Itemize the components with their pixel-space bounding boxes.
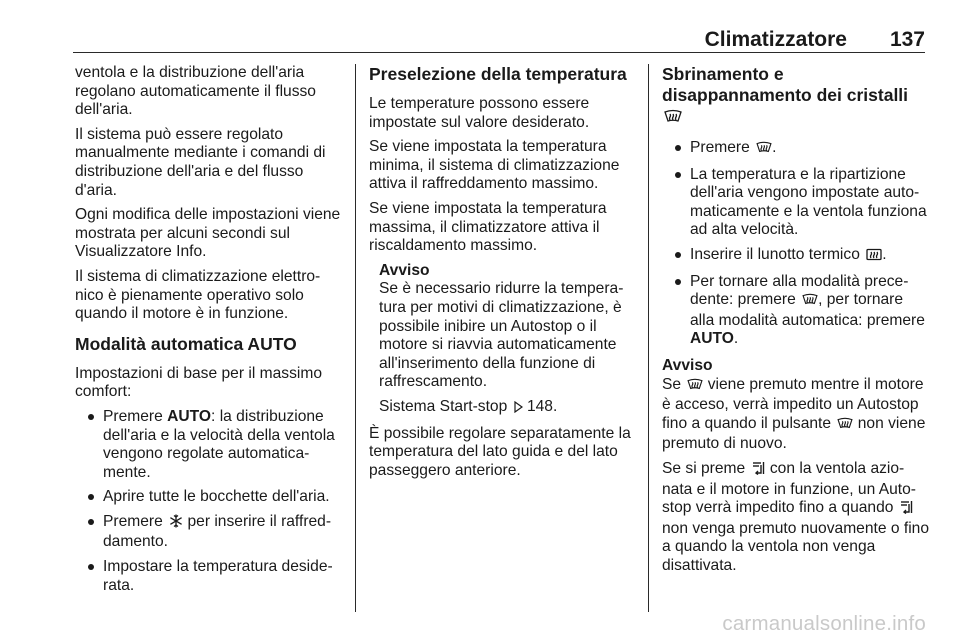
- note-box: [662, 357, 930, 576]
- list-item: Aprire tutte le bocchette dell'aria.: [75, 488, 347, 507]
- bullet-icon: [675, 145, 681, 151]
- bullet-list: [75, 408, 347, 595]
- windscreen-defrost-icon: [756, 141, 772, 160]
- column-3: [662, 64, 930, 581]
- watermark: carmanualsonline.info: [722, 612, 926, 635]
- bullet-icon: [88, 564, 94, 570]
- bullet-icon: [88, 519, 94, 525]
- windscreen-defrost-icon: [687, 378, 703, 397]
- paragraph: Il sistema può essere regolato manualmente mediante i comandi di distribuzione dell'aria e del flusso d'aria.: [75, 125, 326, 199]
- list-item: Per tornare alla modalità prece-dente: premere , per tornare alla modalità automatica: premere AUTO.: [662, 273, 930, 349]
- floor-windscreen-icon: [752, 461, 766, 481]
- list-item: Inserire il lunotto termico .: [662, 246, 930, 267]
- page-header: [73, 28, 925, 53]
- section-heading: Modalità automatica AUTO: [75, 333, 297, 354]
- section-heading: Sbrinamento e disappannamento dei cristalli: [662, 64, 930, 129]
- paragraph: Impostazioni di base per il massimo comfort:: [75, 364, 323, 401]
- paragraph: Se viene impostata la temperatura minima, il sistema di climatizzazione attiva il raffreddamento massimo.: [369, 138, 620, 193]
- list-item: Premere AUTO: la distribuzione dell'aria e la velocità della ventola vengono regolate automatica-mente.: [75, 408, 347, 482]
- note-text: Se si preme con la ventola azio-nata e il motore in funzione, un Auto-stop verrà impedito fino a quando non venga premuto nuovamente o fino a quando la ventola non venga disattivata.: [662, 459, 930, 574]
- paragraph: Se viene impostata la temperatura massima, il climatizzatore attiva il riscaldamento massimo.: [369, 199, 607, 255]
- windscreen-defrost-icon: [664, 108, 682, 129]
- bullet-icon: [88, 414, 94, 420]
- auto-keyword: AUTO: [690, 330, 734, 348]
- column-1: [75, 64, 347, 603]
- windscreen-defrost-icon: [802, 293, 818, 312]
- reference-arrow-icon: [514, 400, 523, 419]
- reference-page: 148.: [526, 397, 558, 415]
- note-text: Se è necessario ridurre la tempera-tura per motivi di climatizzazione, è possibile inibire un Autostop o il motore si riavvia automaticamente all'inserimento della funzione di raffrescamento.: [379, 280, 624, 391]
- windscreen-defrost-icon: [837, 417, 853, 436]
- bullet-icon: [88, 494, 94, 500]
- list-item: Impostare la temperatura deside-rata.: [75, 558, 347, 595]
- snowflake-icon: [169, 514, 183, 534]
- note-label: Avviso: [662, 356, 713, 374]
- note-label: Avviso: [379, 261, 430, 279]
- column-divider: [648, 64, 649, 612]
- list-item: Premere .: [662, 139, 930, 160]
- note-text: Se viene premuto mentre il motore è acceso, verrà impedito un Autostop fino a quando il pulsante non viene premuto di nuovo.: [662, 375, 926, 453]
- cross-reference[interactable]: Sistema Start-stop 148.: [379, 398, 634, 419]
- bullet-icon: [675, 279, 681, 285]
- auto-keyword: AUTO: [167, 407, 212, 425]
- paragraph: Ogni modifica delle impostazioni viene mostrata per alcuni secondi sul Visualizzatore Info.: [75, 206, 341, 261]
- column-2: [369, 64, 634, 486]
- section-title: Climatizzatore: [704, 28, 847, 51]
- paragraph: È possibile regolare separatamente la temperatura del lato guida e del lato passeggero anteriore.: [369, 424, 631, 479]
- paragraph: ventola e la distribuzione dell'aria regolano automaticamente il flusso dell'aria.: [75, 64, 316, 119]
- paragraph: Le temperature possono essere impostate sul valore desiderato.: [369, 95, 590, 131]
- bullet-icon: [675, 252, 681, 258]
- list-item: Premere per inserire il raffred-damento.: [75, 513, 347, 552]
- bullet-icon: [675, 172, 681, 178]
- page-number: 137: [889, 28, 925, 51]
- paragraph: Il sistema di climatizzazione elettro-nico è pienamente operativo solo quando il motore è in funzione.: [75, 267, 321, 323]
- column-divider: [355, 64, 356, 612]
- rear-window-heater-icon: [866, 248, 882, 267]
- floor-windscreen-icon: [900, 500, 914, 520]
- bullet-list: [662, 139, 930, 349]
- note-box: [369, 262, 634, 419]
- list-item: La temperatura e la ripartizione dell'aria vengono impostate auto-maticamente e la ventola funziona ad alta velocità.: [662, 166, 930, 240]
- section-heading: Preselezione della temperatura: [369, 64, 627, 84]
